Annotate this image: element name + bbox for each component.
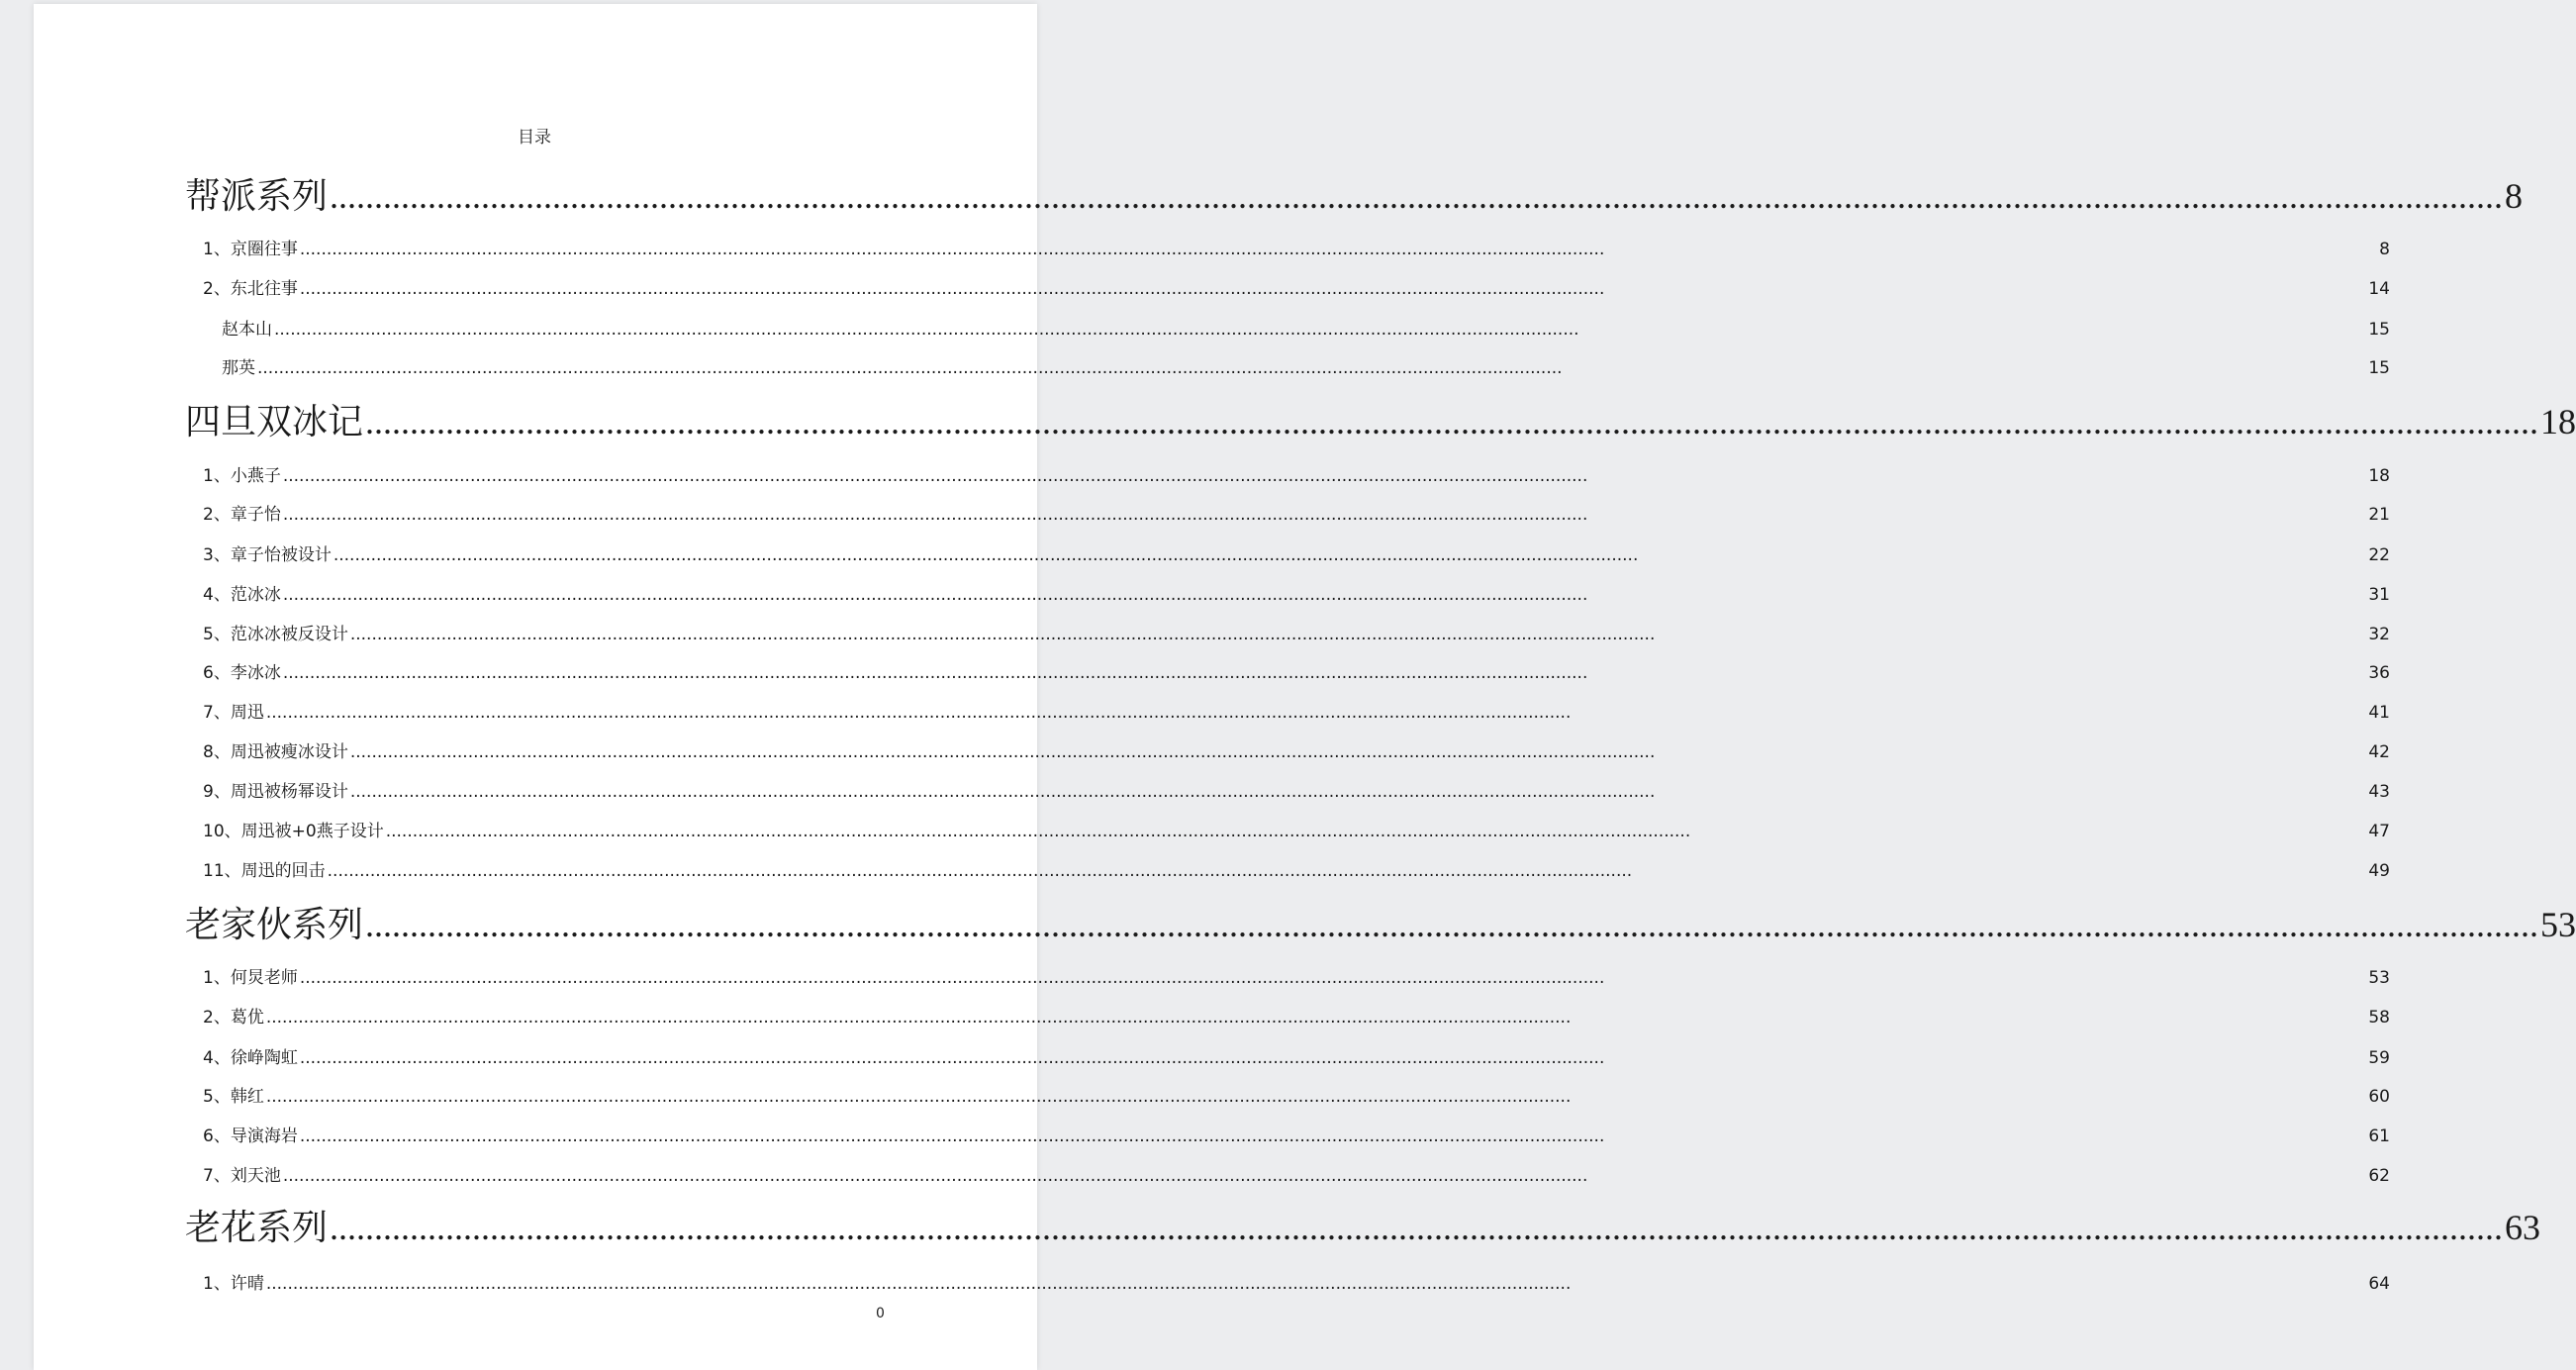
toc-entry[interactable] bbox=[203, 1161, 2390, 1185]
toc-section-heading[interactable] bbox=[185, 1200, 2541, 1248]
toc-leader: .................................................................................................................................................................................................................................................... bbox=[365, 905, 2539, 944]
toc-entry-label: 5、范冰冰被反设计 bbox=[203, 625, 348, 644]
toc-entry-page: 62 bbox=[2368, 1166, 2390, 1186]
toc-entry[interactable] bbox=[203, 737, 2390, 761]
toc-leader: .................................................................................................................................................................................................................................................... bbox=[299, 1126, 1605, 1146]
toc-subentry[interactable] bbox=[222, 315, 2390, 339]
toc-leader: .................................................................................................................................................................................................................................................... bbox=[282, 1166, 1588, 1186]
toc-entry[interactable] bbox=[203, 580, 2390, 604]
toc-entry-page: 47 bbox=[2368, 822, 2390, 841]
toc-entry-label: 老家伙系列 bbox=[185, 905, 364, 945]
toc-entry-page: 53 bbox=[2368, 968, 2390, 988]
toc-entry[interactable] bbox=[203, 274, 2390, 298]
toc-entry-label: 10、周迅被+0燕子设计 bbox=[203, 822, 384, 841]
toc-entry-label: 9、周迅被杨幂设计 bbox=[203, 782, 348, 802]
toc-entry-label: 6、导演海岩 bbox=[203, 1126, 298, 1146]
toc-entry-label: 11、周迅的回击 bbox=[203, 861, 326, 881]
toc-entry-label: 4、徐峥陶虹 bbox=[203, 1048, 298, 1068]
toc-entry[interactable] bbox=[203, 620, 2390, 643]
toc-entry[interactable] bbox=[203, 963, 2390, 987]
toc-leader: .................................................................................................................................................................................................................................................... bbox=[327, 861, 1633, 881]
toc-entry-page: 32 bbox=[2368, 625, 2390, 644]
toc-entry-label: 6、李冰冰 bbox=[203, 663, 281, 683]
toc-entry-label: 8、周迅被瘦冰设计 bbox=[203, 742, 348, 762]
toc-leader: .................................................................................................................................................................................................................................................... bbox=[349, 782, 1656, 802]
toc-entry[interactable] bbox=[203, 1003, 2390, 1027]
toc-leader: .................................................................................................................................................................................................................................................... bbox=[265, 1087, 1572, 1107]
toc-entry-page: 22 bbox=[2368, 545, 2390, 565]
toc-entry-page: 64 bbox=[2368, 1274, 2390, 1294]
toc-entry-page: 49 bbox=[2368, 861, 2390, 881]
toc-entry-page: 60 bbox=[2368, 1087, 2390, 1107]
toc-entry-page: 63 bbox=[2505, 1208, 2541, 1247]
toc-leader: .................................................................................................................................................................................................................................................... bbox=[349, 742, 1656, 762]
toc-section-heading[interactable] bbox=[185, 168, 2524, 217]
toc-entry[interactable] bbox=[203, 698, 2390, 722]
toc-entry-page: 61 bbox=[2368, 1126, 2390, 1146]
toc-entry[interactable] bbox=[203, 658, 2390, 682]
toc-section-heading[interactable] bbox=[185, 897, 2576, 945]
toc-entry-page: 31 bbox=[2368, 585, 2390, 605]
toc-entry-label: 四旦双冰记 bbox=[185, 402, 364, 442]
toc-entry[interactable] bbox=[203, 461, 2390, 485]
toc-entry-label: 2、东北往事 bbox=[203, 279, 298, 299]
toc-entry-page: 43 bbox=[2368, 782, 2390, 802]
toc-leader: .................................................................................................................................................................................................................................................... bbox=[365, 402, 2539, 441]
toc-leader: .................................................................................................................................................................................................................................................... bbox=[299, 279, 1605, 299]
toc-title: 目录 bbox=[518, 128, 551, 147]
toc-leader: .................................................................................................................................................................................................................................................... bbox=[299, 968, 1605, 988]
toc-entry-label: 1、何炅老师 bbox=[203, 968, 298, 988]
toc-entry-page: 41 bbox=[2368, 703, 2390, 723]
toc-entry-page: 53 bbox=[2540, 905, 2576, 944]
toc-entry-label: 1、京圈往事 bbox=[203, 240, 298, 259]
toc-entry-label: 帮派系列 bbox=[185, 176, 329, 217]
toc-entry-page: 8 bbox=[2505, 176, 2524, 216]
toc-entry-label: 2、葛优 bbox=[203, 1008, 264, 1028]
toc-entry-label: 老花系列 bbox=[185, 1208, 329, 1248]
toc-leader: .................................................................................................................................................................................................................................................... bbox=[299, 1048, 1605, 1068]
toc-leader: .................................................................................................................................................................................................................................................... bbox=[333, 545, 1639, 565]
toc-entry-page: 18 bbox=[2368, 466, 2390, 486]
toc-entry-page: 15 bbox=[2368, 320, 2390, 340]
toc-entry-label: 1、小燕子 bbox=[203, 466, 281, 486]
toc-leader: .................................................................................................................................................................................................................................................... bbox=[282, 505, 1588, 525]
toc-entry-label: 那英 bbox=[222, 358, 255, 378]
page-number: 0 bbox=[876, 1306, 885, 1321]
toc-entry[interactable] bbox=[203, 817, 2390, 840]
toc-subentry[interactable] bbox=[222, 353, 2390, 377]
toc-leader: .................................................................................................................................................................................................................................................... bbox=[257, 358, 1563, 378]
toc-entry-label: 赵本山 bbox=[222, 320, 272, 340]
toc-entry-label: 7、周迅 bbox=[203, 703, 264, 723]
toc-entry[interactable] bbox=[203, 500, 2390, 524]
toc-entry[interactable] bbox=[203, 777, 2390, 801]
toc-entry-label: 4、范冰冰 bbox=[203, 585, 281, 605]
toc-entry[interactable] bbox=[203, 1269, 2390, 1293]
toc-leader: .................................................................................................................................................................................................................................................... bbox=[282, 663, 1588, 683]
toc-entry-label: 1、许晴 bbox=[203, 1274, 264, 1294]
toc-entry-page: 36 bbox=[2368, 663, 2390, 683]
toc-entry-page: 14 bbox=[2368, 279, 2390, 299]
toc-entry[interactable] bbox=[203, 856, 2390, 880]
toc-entry-page: 18 bbox=[2540, 402, 2576, 441]
toc-leader: .................................................................................................................................................................................................................................................... bbox=[282, 585, 1588, 605]
toc-entry-page: 8 bbox=[2379, 240, 2390, 259]
toc-entry-page: 15 bbox=[2368, 358, 2390, 378]
toc-entry-page: 21 bbox=[2368, 505, 2390, 525]
toc-leader: .................................................................................................................................................................................................................................................... bbox=[265, 1008, 1572, 1028]
toc-entry[interactable] bbox=[203, 235, 2390, 258]
toc-entry-label: 3、章子怡被设计 bbox=[203, 545, 332, 565]
toc-entry-page: 58 bbox=[2368, 1008, 2390, 1028]
toc-entry[interactable] bbox=[203, 1122, 2390, 1145]
toc-leader: .................................................................................................................................................................................................................................................... bbox=[282, 466, 1588, 486]
toc-leader: .................................................................................................................................................................................................................................................... bbox=[330, 176, 2504, 216]
toc-leader: .................................................................................................................................................................................................................................................... bbox=[274, 320, 1579, 340]
toc-entry-page: 42 bbox=[2368, 742, 2390, 762]
toc-entry-page: 59 bbox=[2368, 1048, 2390, 1068]
toc-section-heading[interactable] bbox=[185, 394, 2576, 442]
toc-entry[interactable] bbox=[203, 1043, 2390, 1067]
toc-leader: .................................................................................................................................................................................................................................................... bbox=[265, 1274, 1572, 1294]
toc-entry[interactable] bbox=[203, 1082, 2390, 1106]
toc-leader: .................................................................................................................................................................................................................................................... bbox=[265, 703, 1572, 723]
toc-leader: .................................................................................................................................................................................................................................................... bbox=[385, 822, 1691, 841]
toc-entry[interactable] bbox=[203, 540, 2390, 564]
toc-leader: .................................................................................................................................................................................................................................................... bbox=[330, 1208, 2504, 1247]
toc-entry-label: 2、章子怡 bbox=[203, 505, 281, 525]
toc-entry-label: 5、韩红 bbox=[203, 1087, 264, 1107]
toc-leader: .................................................................................................................................................................................................................................................... bbox=[349, 625, 1656, 644]
toc-entry-label: 7、刘天池 bbox=[203, 1166, 281, 1186]
toc-leader: .................................................................................................................................................................................................................................................... bbox=[299, 240, 1605, 259]
